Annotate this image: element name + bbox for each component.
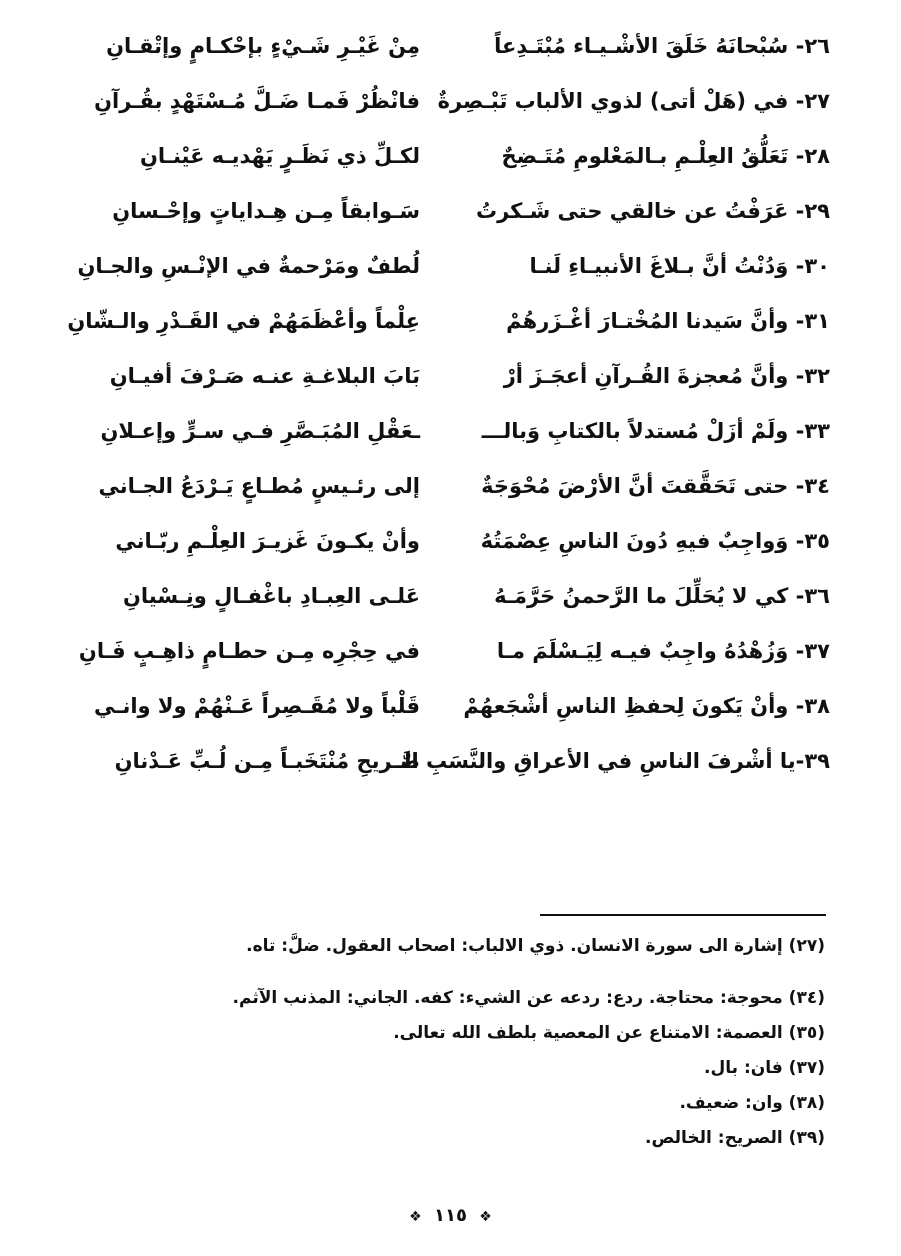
verse-30 <box>60 238 830 293</box>
verse-32 <box>60 348 830 403</box>
verse-second-hemistich: لُطفٌ ومَرْحمةٌ في الإنْـسِ والجـانِ <box>77 253 420 278</box>
verse-second-hemistich: مِنْ غَيْـرِ شَـيْءٍ بإحْكـامٍ وإتْقـانِ <box>106 33 420 58</box>
verse-second-hemistich: بَابَ البلاغـةِ عنـه صَـرْفَ أفيـانِ <box>109 363 420 388</box>
verse-34 <box>60 458 830 513</box>
ornament-icon: ❖ <box>409 1209 422 1225</box>
ornament-icon: ❖ <box>479 1209 492 1225</box>
footnote-divider <box>540 914 826 916</box>
verse-first-hemistich: ٢٩- عَرَفْتُ عن خالقي حتى شَـكرتُ <box>476 198 830 223</box>
verse-first-hemistich: ٢٨- تَعَلُّقُ العِلْـمِ بـالمَعْلومِ مُتَـضِحٌ <box>501 143 830 168</box>
verse-second-hemistich: سَـوابقاً مِـن هِـداياتٍ وإحْـسانِ <box>112 198 420 223</box>
footnote: (٢٧) إشارة الى سورة الانسان. ذوي الالباب: اصحاب العقول. ضلَّ: تاه. <box>246 936 825 956</box>
verse-31 <box>60 293 830 348</box>
verse-second-hemistich: لكـلِّ ذي نَظَـرٍ يَهْديـه عَيْنـانِ <box>139 143 420 168</box>
footnote: (٣٩) الصريح: الخالص. <box>644 1128 825 1148</box>
footnote: (٣٨) وان: ضعيف. <box>679 1093 825 1113</box>
verse-second-hemistich: عِلْماً وأعْظَمَهُمْ في القَـدْرِ والـشّانِ <box>67 308 420 333</box>
verse-second-hemistich: عَلـى العِبـادِ باغْفـالٍ ونِـسْيانِ <box>122 583 420 608</box>
verse-first-hemistich: ٣١- وأنَّ سَيدنا المُخْتـارَ أغْـزَرهُمْ <box>506 308 830 333</box>
verse-second-hemistich: وأنْ يكـونَ غَزيـرَ العِلْـمِ ربّـاني <box>115 528 420 553</box>
footnote: (٣٤) محوجة: محتاجة. ردع: ردعه عن الشيء: كفه. الجاني: المذنب الآثم. <box>232 988 825 1008</box>
verse-second-hemistich: إلى رئـيسٍ مُطـاعٍ يَـرْدَعُ الجـاني <box>98 473 420 498</box>
verse-26 <box>60 18 830 73</box>
verse-36 <box>60 568 830 623</box>
verse-second-hemistich: في حِجْرِه مِـن حطـامٍ ذاهِـبٍ فَـانِ <box>78 638 420 663</box>
verse-first-hemistich: ٢٦- سُبْحانَهُ خَلَقَ الأشْـيـاء مُبْتَـدِعاً <box>494 33 830 58</box>
verse-first-hemistich: ٣٨- وأنْ يَكونَ لِحفظِ الناسِ أشْجَعهُمْ <box>463 693 830 718</box>
verse-first-hemistich: ٣٠- وَدُنْتُ أنَّ بـلاغَ الأنبيـاءِ لَنـا <box>529 253 830 278</box>
verse-first-hemistich: ٣٣- ولَمْ أزَلْ مُستدلاً بالكتابِ وَبالـــ <box>481 418 830 443</box>
footnotes <box>105 935 825 1162</box>
verse-29 <box>60 183 830 238</box>
verse-37 <box>60 623 830 678</box>
footnote: (٣٧) فان: بال. <box>704 1058 825 1078</box>
verse-39 <box>60 733 830 788</box>
verse-first-hemistich: ٣٤- حتى تَحَقَّقتَ أنَّ الأرْضَ مُحْوَجَةٌ <box>481 473 830 498</box>
page-number: ١١٥ <box>434 1205 467 1226</box>
verse-first-hemistich: ٣٥- وَواجِبٌ فيهِ دُونَ الناسِ عِصْمَتُهُ <box>480 528 830 553</box>
poem-body <box>60 18 830 788</box>
verse-second-hemistich: فانْظُرْ فَمـا ضَـلَّ مُـسْتَهْدٍ بقُـرآنِ <box>94 88 420 113</box>
verse-second-hemistich: قَلْباً ولا مُقَـصِراً عَـنْهُمْ ولا وانـي <box>94 693 420 718</box>
verse-33 <box>60 403 830 458</box>
verse-38 <box>60 678 830 733</box>
page-number-footer <box>0 1205 901 1226</box>
verse-first-hemistich: ٢٧- في (هَلْ أتى) لذوي الألباب تَبْـصِرةٌ <box>437 88 830 113</box>
footnote: (٣٥) العصمة: الامتناع عن المعصية بلطف الله تعالى. <box>393 1023 825 1043</box>
verse-first-hemistich: ٣٧- وَزُهْدُهُ واجِبٌ فيـه لِيَـسْلَمَ مـا <box>496 638 830 663</box>
verse-second-hemistich: ـعَقْلِ المُبَـصَّرِ فـي سـرٍّ وإعـلانِ <box>100 418 420 443</box>
verse-first-hemistich: ٣٦- كي لا يُحَلِّلَ ما الرَّحمنُ حَرَّمَـهُ <box>494 583 830 608</box>
verse-28 <box>60 128 830 183</box>
verse-27 <box>60 73 830 128</box>
verse-second-hemistich: صَّـريحِ مُنْتَخَبـاً مِـن لُـبِّ عَـدْنانِ <box>114 748 420 773</box>
verse-35 <box>60 513 830 568</box>
verse-first-hemistich: ٣٢- وأنَّ مُعجزةَ القُـرآنِ أعجَـزَ أرْ <box>503 363 830 388</box>
verse-first-hemistich: ٣٩-يا أشْرفَ الناسِ في الأعراقِ والنَّسَبِ الـ <box>396 748 830 773</box>
